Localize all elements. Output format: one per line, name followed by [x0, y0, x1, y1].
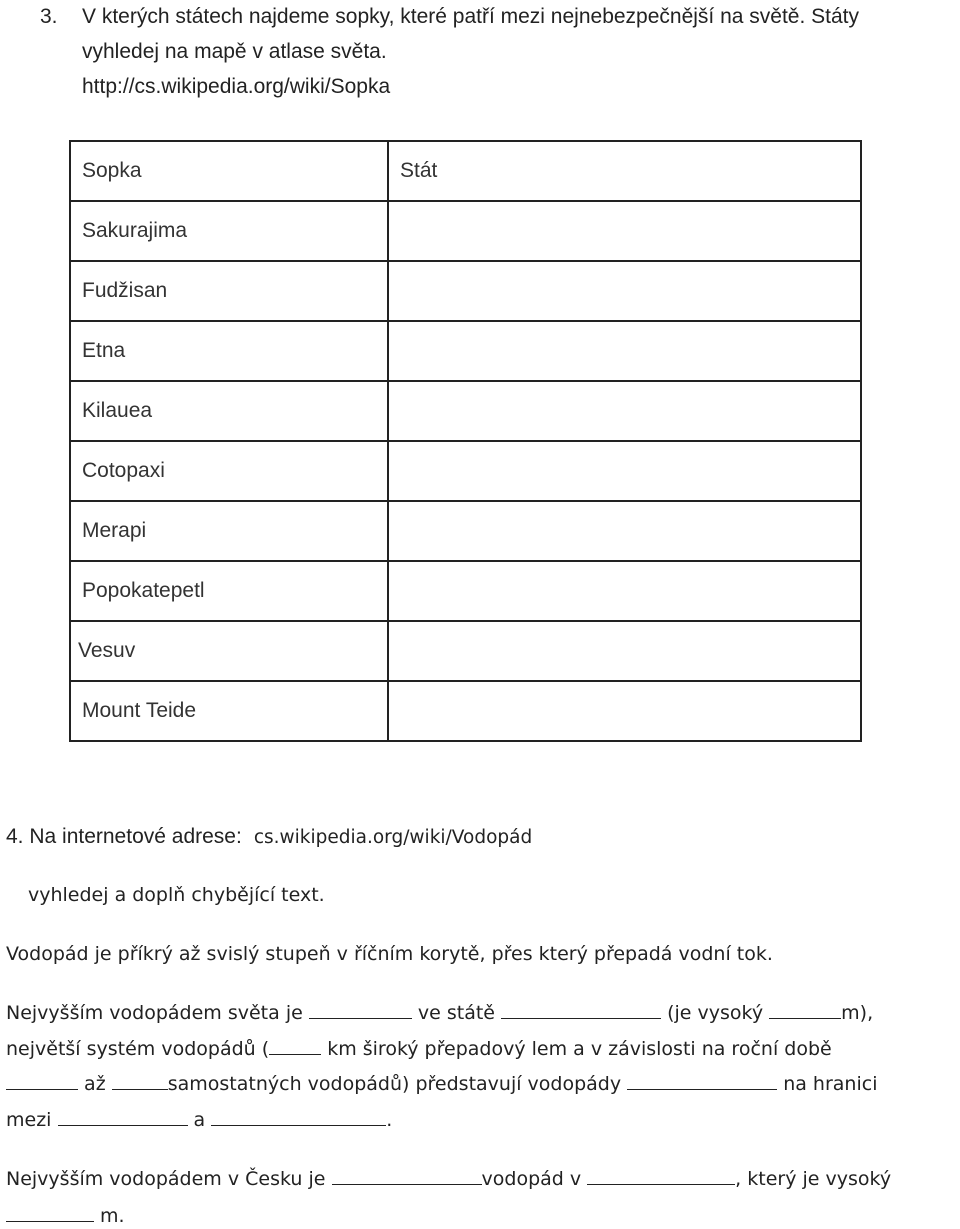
answer-blank[interactable] — [58, 1107, 188, 1126]
answer-blank[interactable] — [587, 1166, 735, 1185]
fill-line-1 — [6, 1000, 873, 1024]
table-header-row — [70, 141, 861, 201]
answer-blank[interactable] — [112, 1071, 168, 1090]
fill-line-6 — [6, 1203, 125, 1227]
state-answer-cell[interactable] — [388, 381, 861, 441]
table-row — [70, 561, 861, 621]
text-segment: největší systém vodopádů ( — [6, 1038, 270, 1060]
answer-blank[interactable] — [6, 1203, 94, 1222]
question-text-line-2: vyhledej na mapě v atlase světa. — [82, 40, 387, 63]
question-text-line-1: V kterých státech najdeme sopky, které patří mezi nejnebezpečnější na světě. Státy — [82, 5, 860, 28]
answer-blank[interactable] — [332, 1166, 482, 1185]
answer-blank[interactable] — [501, 1000, 661, 1019]
fill-line-4 — [6, 1107, 392, 1131]
state-answer-cell[interactable] — [388, 501, 861, 561]
answer-blank[interactable] — [211, 1107, 386, 1126]
volcano-name-cell: Fudžisan — [70, 261, 388, 321]
text-segment: m), — [841, 1002, 874, 1024]
wiki-link-vodopad[interactable]: cs.wikipedia.org/wiki/Vodopád — [253, 827, 533, 848]
text-segment: ve státě — [417, 1002, 495, 1024]
header-sopka: Sopka — [70, 141, 388, 201]
state-answer-cell[interactable] — [388, 441, 861, 501]
table-row — [70, 201, 861, 261]
volcano-name-cell: Cotopaxi — [70, 441, 388, 501]
text-segment: m. — [100, 1205, 125, 1227]
fill-line-2 — [6, 1036, 832, 1060]
volcano-name-cell: Mount Teide — [70, 681, 388, 741]
text-segment: . — [386, 1109, 393, 1131]
text-segment: samostatných vodopádů) představují vodopády — [167, 1073, 622, 1095]
table-row — [70, 441, 861, 501]
volcano-name-cell: Merapi — [70, 501, 388, 561]
text-segment: a — [193, 1109, 206, 1131]
text-segment: mezi — [6, 1109, 52, 1131]
text-segment: km široký přepadový lem a v závislosti na roční době — [327, 1038, 832, 1060]
state-answer-cell[interactable] — [388, 201, 861, 261]
text-segment: Nejvyšším vodopádem v Česku je — [6, 1168, 326, 1190]
answer-blank[interactable] — [269, 1036, 321, 1055]
table-row — [70, 681, 861, 741]
table-row — [70, 261, 861, 321]
question-4-heading — [6, 825, 532, 849]
answer-blank[interactable] — [627, 1071, 777, 1090]
volcano-name-cell: Vesuv — [70, 621, 388, 681]
text-segment: , který je vysoký — [735, 1168, 892, 1190]
state-answer-cell[interactable] — [388, 621, 861, 681]
volcano-name-cell: Kilauea — [70, 381, 388, 441]
fill-line-3 — [6, 1071, 877, 1095]
table-row — [70, 501, 861, 561]
fill-line-5 — [6, 1166, 891, 1190]
answer-blank[interactable] — [309, 1000, 412, 1019]
state-answer-cell[interactable] — [388, 561, 861, 621]
volcano-table — [69, 140, 862, 742]
q4-instruction: vyhledej a doplň chybějící text. — [28, 884, 325, 906]
q4-heading-text: 4. Na internetové adrese: — [6, 825, 242, 848]
text-segment: Nejvyšším vodopádem světa je — [6, 1002, 303, 1024]
table-row — [70, 321, 861, 381]
volcano-name-cell: Etna — [70, 321, 388, 381]
table-row — [70, 621, 861, 681]
q4-definition: Vodopád je příkrý až svislý stupeň v říčním korytě, přes který přepadá vodní tok. — [6, 943, 773, 965]
text-segment: na hranici — [783, 1073, 878, 1095]
volcano-name-cell: Popokatepetl — [70, 561, 388, 621]
text-segment: až — [84, 1073, 106, 1095]
state-answer-cell[interactable] — [388, 321, 861, 381]
question-number: 3. — [40, 5, 58, 28]
text-segment: vodopád v — [481, 1168, 582, 1190]
table-row — [70, 381, 861, 441]
header-stat: Stát — [388, 141, 861, 201]
volcano-name-cell: Sakurajima — [70, 201, 388, 261]
answer-blank[interactable] — [769, 1000, 841, 1019]
text-segment: (je vysoký — [667, 1002, 764, 1024]
state-answer-cell[interactable] — [388, 261, 861, 321]
wiki-link-sopka[interactable]: http://cs.wikipedia.org/wiki/Sopka — [82, 75, 391, 98]
answer-blank[interactable] — [6, 1071, 78, 1090]
state-answer-cell[interactable] — [388, 681, 861, 741]
